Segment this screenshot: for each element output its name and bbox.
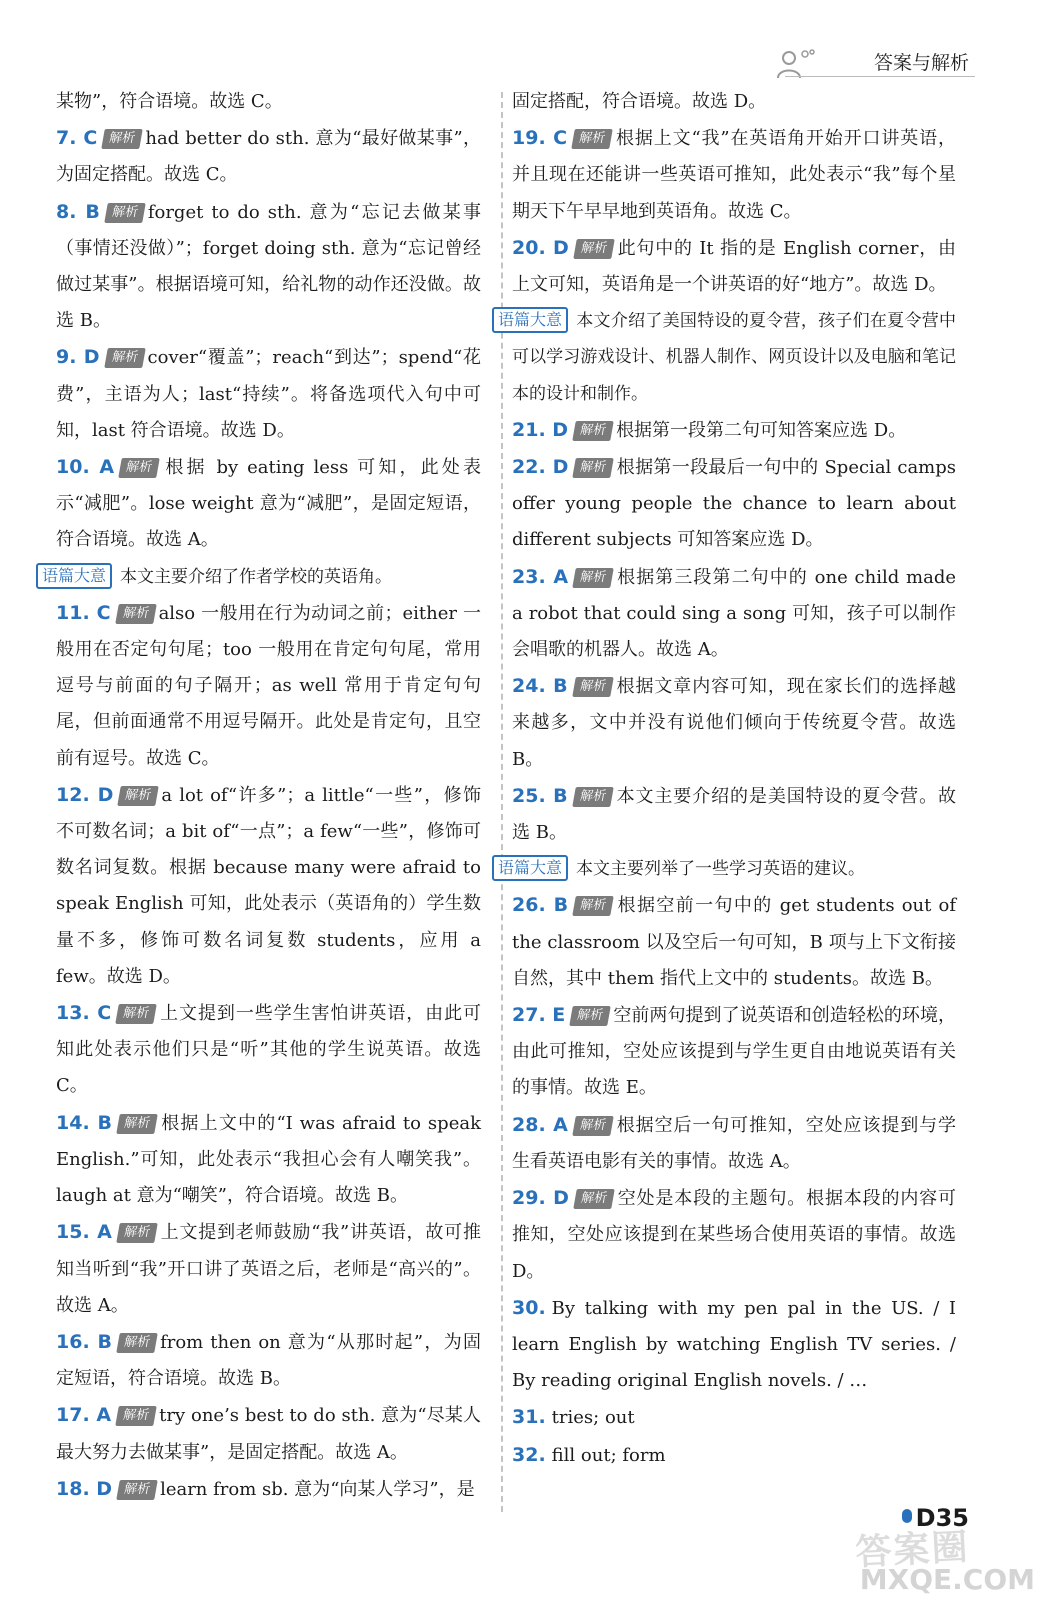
answer-item <box>56 1324 481 1397</box>
answer-list-5 <box>512 887 956 1289</box>
page-number: D35 <box>915 1504 969 1532</box>
answer-explanation: 上文提到老师鼓励“我”讲英语，故可推知当听到“我”开口讲了英语之后，老师是“高兴的”。故选 A。 <box>56 1222 482 1316</box>
answer-number: 28. A <box>512 1113 568 1136</box>
answer-explanation: 上文提到一些学生害怕讲英语，由此可知此处表示他们只是“听”其他的学生说英语。故选 C。 <box>56 1003 482 1097</box>
summary-label: 语篇大意 <box>492 855 568 881</box>
column-divider <box>501 92 503 1512</box>
answer-number: 22. D <box>512 456 569 479</box>
answer-explanation: 根据第一段第二句可知答案应选 D。 <box>616 419 907 441</box>
answer-number: 15. A <box>56 1221 112 1244</box>
answer-item <box>512 120 956 230</box>
answer-number: 10. A <box>56 456 115 479</box>
answer-number: 21. D <box>512 418 569 441</box>
answer-item <box>56 1397 481 1470</box>
answer-list-3 <box>512 120 956 303</box>
analysis-tag: 解析 <box>118 458 160 478</box>
summary-block <box>498 303 956 412</box>
answer-item <box>56 1471 481 1508</box>
answer-item <box>512 1180 956 1290</box>
analysis-tag: 解析 <box>116 1333 158 1353</box>
answer-explanation: 此句中的 It 指的是 English corner，由上文可知，英语角是一个讲英语的好“地方”。故选 D。 <box>512 237 956 296</box>
analysis-tag: 解析 <box>115 1004 157 1024</box>
answer-number: 14. B <box>56 1111 112 1134</box>
answer-item <box>512 1437 956 1474</box>
analysis-tag: 解析 <box>571 129 613 149</box>
answer-explanation: also 一般用在行为动词之前；either 一般用在否定句句尾；too 一般用在肯定句句尾，常用逗号与前面的句子隔开；as well 常用于肯定句句尾，但前面通常不用逗号隔开。此处是肯定句，且空前有逗号。故选 C。 <box>56 602 481 769</box>
answer-explanation: 根据上文中的“I was afraid to speak English.”可知，此处表示“我担心会有人嘲笑我”。laugh at 意为“嘲笑”，符合语境。故选 B。 <box>56 1112 481 1207</box>
answer-number: 12. D <box>56 783 114 806</box>
header-rule <box>785 76 975 77</box>
right-column <box>498 84 957 1474</box>
answer-list-6 <box>512 1290 956 1474</box>
answer-explanation: tries; out <box>551 1407 635 1429</box>
analysis-tag: 解析 <box>102 129 144 149</box>
answer-item <box>56 120 481 193</box>
page-header <box>769 40 969 80</box>
analysis-tag: 解析 <box>104 348 146 368</box>
watermark-brand: 答案圈 <box>854 1526 971 1574</box>
answer-item <box>512 230 956 303</box>
analysis-tag: 解析 <box>104 203 146 223</box>
answer-item <box>512 412 956 449</box>
answer-explanation: 本文主要介绍的是美国特设的夏令营。故选 B。 <box>512 785 956 844</box>
answer-explanation: forget to do sth. 意为“忘记去做某事（事情还没做）”；forget doing sth. 意为“忘记曾经做过某事”。根据语境可知，给礼物的动作还没做。故选 B。 <box>56 201 481 332</box>
summary-block <box>42 559 481 595</box>
summary-block <box>498 851 956 887</box>
answer-list-4 <box>512 412 956 851</box>
answer-explanation: learn from sb. 意为“向某人学习”，是 <box>160 1478 475 1500</box>
answer-explanation: 空前两句提到了说英语和创造轻松的环境，由此可推知，空处应该提到与学生更自由地说英语有关的事情。故选 E。 <box>512 1005 956 1099</box>
answer-item <box>512 887 956 997</box>
answer-number: 18. D <box>56 1477 113 1500</box>
watermark-site: MXQE.COM <box>859 1563 1035 1596</box>
answer-explanation: had better do sth. 意为“最好做某事”，为固定搭配。故选 C。 <box>56 128 481 186</box>
answer-explanation: 根据第三段第二句中的 one child made a robot that could sing a song 可知，孩子可以制作会唱歌的机器人。故选 A。 <box>512 566 957 661</box>
analysis-tag: 解析 <box>572 896 614 916</box>
answer-item <box>56 1214 481 1324</box>
answer-item <box>56 595 481 777</box>
answer-explanation: 根据上文“我”在英语角开始开口讲英语，并且现在还能讲一些英语可推知，此处表示“我”每个星期天下午早早地到英语角。故选 C。 <box>512 128 957 222</box>
answer-item <box>512 1399 956 1436</box>
answer-item <box>512 997 956 1107</box>
answer-item <box>512 1290 956 1400</box>
summary-label: 语篇大意 <box>492 307 568 333</box>
answer-item <box>56 339 481 449</box>
answer-number: 29. D <box>512 1187 569 1210</box>
analysis-tag: 解析 <box>572 787 614 807</box>
analysis-tag: 解析 <box>572 568 614 588</box>
answer-number: 27. E <box>512 1004 566 1027</box>
answer-explanation: 根据文章内容可知，现在家长们的选择越来越多，文中并没有说他们倾向于传统夏令营。故选 B。 <box>512 676 956 770</box>
answer-number: 31. <box>512 1406 546 1429</box>
continuation-text: 固定搭配，符合语境。故选 D。 <box>512 91 767 112</box>
answer-number: 25. B <box>512 784 568 807</box>
answer-item <box>512 1107 956 1180</box>
answer-number: 23. A <box>512 565 569 588</box>
analysis-tag: 解析 <box>572 677 614 697</box>
analysis-tag: 解析 <box>116 1223 158 1243</box>
answer-number: 7. C <box>56 127 98 150</box>
continuation-text: 某物”，符合语境。故选 C。 <box>56 91 283 112</box>
answer-number: 11. C <box>56 601 111 624</box>
answer-item <box>56 995 481 1105</box>
answer-number: 8. B <box>56 200 100 223</box>
summary-label: 语篇大意 <box>36 563 112 589</box>
answer-explanation: 根据空前一句中的 get students out of the classroom 以及空后一句可知，B 项与上下文衔接自然，其中 them 指代上文中的 students。故选 B。 <box>512 895 956 989</box>
answer-number: 24. B <box>512 675 568 698</box>
answer-explanation: 根据 by eating less 可知，此处表示“减肥”。lose weight 意为“减肥”，是固定短语，符合语境。故选 A。 <box>56 457 481 551</box>
analysis-tag: 解析 <box>115 1406 157 1426</box>
summary-text: 本文介绍了美国特设的夏令营，孩子们在夏令营中可以学习游戏设计、机器人制作、网页设计以及电脑和笔记本的设计和制作。 <box>512 311 956 404</box>
analysis-tag: 解析 <box>572 421 614 441</box>
answer-item <box>56 1105 481 1215</box>
summary-text: 本文主要介绍了作者学校的英语角。 <box>120 566 393 587</box>
answer-item <box>56 449 481 559</box>
answer-explanation: 根据空后一句可推知，空处应该提到与学生看英语电影有关的事情。故选 A。 <box>512 1114 956 1172</box>
answer-item <box>512 559 956 669</box>
analysis-tag: 解析 <box>118 786 160 806</box>
answer-explanation: cover“覆盖”；reach“到达”；spend“花费”，主语为人；last“持续”。将备选项代入句中可知，last 符合语境。故选 D。 <box>56 347 481 441</box>
answer-explanation: fill out; form <box>551 1444 666 1466</box>
answer-explanation: from then on 意为“从那时起”，为固定短语，符合语境。故选 B。 <box>56 1331 481 1390</box>
answer-item <box>56 777 481 995</box>
analysis-tag: 解析 <box>570 1006 612 1026</box>
answer-number: 13. C <box>56 1002 112 1025</box>
left-column <box>42 84 482 1508</box>
analysis-tag: 解析 <box>115 604 157 624</box>
analysis-tag: 解析 <box>116 1114 158 1134</box>
answer-number: 20. D <box>512 236 569 259</box>
answer-number: 26. B <box>512 894 569 917</box>
answer-list-2 <box>56 595 481 1508</box>
answer-number: 17. A <box>56 1404 112 1427</box>
analysis-tag: 解析 <box>573 1189 615 1209</box>
answer-number: 19. C <box>512 127 568 150</box>
answer-list-1 <box>56 120 481 558</box>
answer-explanation: 根据第一段最后一句中的 Special camps offer young people the chance to learn about different subjects 可知答案应选 D。 <box>512 457 957 551</box>
analysis-tag: 解析 <box>573 458 615 478</box>
answer-number: 32. <box>512 1443 546 1466</box>
answer-explanation: 空处是本段的主题句。根据本段的内容可推知，空处应该提到在某些场合使用英语的事情。故选 D。 <box>512 1188 957 1282</box>
analysis-tag: 解析 <box>116 1480 158 1500</box>
header-title: 答案与解析 <box>873 52 969 74</box>
answer-item <box>56 194 481 340</box>
answer-item <box>512 668 956 778</box>
analysis-tag: 解析 <box>573 239 615 259</box>
answer-item <box>512 449 956 559</box>
analysis-tag: 解析 <box>572 1116 614 1136</box>
answer-number: 9. D <box>56 346 100 369</box>
answer-number: 16. B <box>56 1330 113 1353</box>
answer-explanation: try one’s best to do sth. 意为“尽某人最大努力去做某事”，是固定搭配。故选 A。 <box>56 1405 481 1463</box>
summary-text: 本文主要列举了一些学习英语的建议。 <box>576 859 866 880</box>
answer-number: 30. <box>512 1296 546 1319</box>
answer-explanation: By talking with my pen pal in the US. / I learn English by watching English TV series. / By reading original English novels. / … <box>512 1297 956 1392</box>
answer-explanation: a lot of“许多”；a little“一些”，修饰不可数名词；a bit of“一点”；a few“一些”，修饰可数名词复数。根据 because many were afraid to speak English 可知，此处表示（英语角的）学生数量不多，修饰可数名词复数 students，应用 a few。故选 D。 <box>56 784 481 987</box>
answer-item <box>512 778 956 851</box>
